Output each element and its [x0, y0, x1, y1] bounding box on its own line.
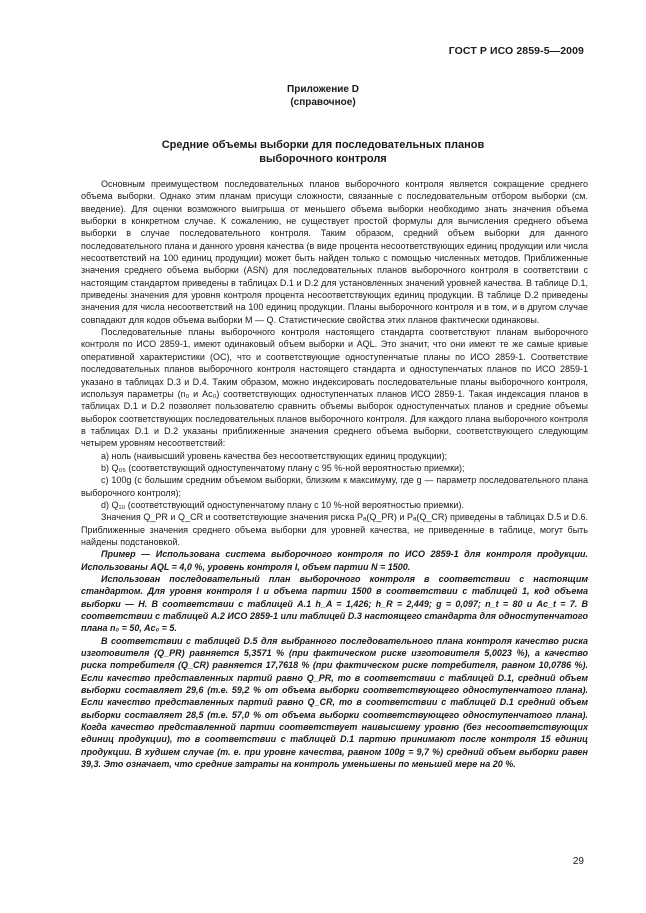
- example-paragraph-2: В соответствии с таблицей D.5 для выбранного последовательного плана контроля качество риска изготовителя (Q_PR) равняется 5,3571 % (при фактическом риске изготовителя 5,0023 %), а качество риска потребителя (Q_CR) равняется 17,7618 % (при фактическом риске потребителя, равном 10,0786 %). Если качество представленных партий равно Q_PR, то в соответствии с таблицей D.1, средний объем выборки составляет 29,6 (т.е. 59,2 % от объема выборки соответствующего одноступенчатого плана). Если качество представленных партий равно Q_CR, то в соответствии с таблицей D.1 средний объем выборки составляет 28,5 (т.е. 57,0 % от объема выборки соответствующего одноступенчатого плана). Когда качество представленной партии соответствует наивысшему уровню (без несоответствующих единиц продукции), то в соответствии с таблицей D.1 партию принимают после контроля 15 единиц продукции. В худшем случае (т. е. при уровне качества, равном 100g = 9,7 %) средний объем выборки равен 39,3. Это означает, что средние затраты на контроль уменьшены по меньшей мере на 20 %.: [81, 635, 588, 770]
- section-title-line-2: выборочного контроля: [259, 152, 387, 165]
- list-item-a: a) ноль (наивысший уровень качества без несоответствующих единиц продукции);: [101, 450, 448, 461]
- paragraph-intro: Основным преимуществом последовательных планов выборочного контроля является сокращение среднего объема выборки. Однако этим планам присущи сложности, связанные с последовательным отбором выборки (см. введение). Для оценки возможного выигрыша от меньшего объема выборки необходимо знать значения объема выборки в конкретном случае. К сожалению, не существует простой формулы для вычисления среднего объема выборки в случае последовательного контроля. Таким образом, средний объем выборки для данного последовательного плана и данного уровня качества (в виде процента несоответствующих единиц продукции или числа несоответствий на 100 единиц продукции) может быть найден только с помощью численных методов. Приближенные значения среднего объема выборки (ASN) для последовательных планов выборочного контроля в соответствии с настоящим стандартом приведены в таблицах D.1 и D.2 для установленных значений уровней качества. В таблице D.1, приведены значения для уровня контроля процента несоответствующих единиц продукции. В таблице D.2 приведены значения для числа несоответствий на 100 единиц продукции. Планы выборочного контроля и в том, и в другом случае совпадают для кодов объема выборки M — Q. Статистические свойства этих планов фактически одинаковы.: [81, 179, 588, 325]
- paragraph-correspondence: Последовательные планы выборочного контроля настоящего стандарта соответствуют планам выборочного контроля по ИСО 2859-1, имеют одинаковый объем выборки и AQL. Это значит, что они имеют те же самые кривые оперативной характеристики (ОС), что и соответствующие одноступенчатые планы по ИСО 2859-1. Соответствие последовательных планов выборочного контроля настоящего стандарта и одноступенчатых планов по ИСО 2859-1 указано в таблицах D.3 и D.4. Таким образом, можно индексировать последовательные планы выборочного контроля, используя параметры (n₀ и Ac₀) соответствующих одноступенчатых планов ИСО 2859-1. Такая индексация планов в таблицах D.1 и D.2 позволяет пользователю сравнить объемы выборок одноступенчатых планов и средние объемы выборок соответствующих последовательных планов выборочного контроля. Для каждого плана выборочного контроля в таблицах D.1 и D.2 указаны приближенные значения среднего объема выборки, соответствующего следующим четырем уровням несоответствий:: [81, 327, 588, 449]
- example-intro: Пример — Использована система выборочного контроля по ИСО 2859-1 для контроля продукции. Использованы AQL = 4,0 %, уровень контроля I, объем партии N = 1500.: [81, 549, 588, 572]
- page-number: 29: [572, 856, 584, 867]
- annex-label: Приложение D: [287, 84, 359, 95]
- list-item-d: d) Q₁₀ (соответствующий одноступенчатому плану с 10 %-ной вероятностью приемки).: [101, 499, 464, 510]
- annex-kind: (справочное): [290, 96, 356, 108]
- list-item-c: c) 100g (с большим средним объемом выборки, близким к максимуму, где g — параметр последовательного плана выборочного контроля);: [81, 475, 588, 498]
- body-text: [81, 178, 588, 771]
- section-title: [0, 139, 646, 166]
- standard-header: ГОСТ Р ИСО 2859-5—2009: [448, 45, 584, 57]
- section-title-line-1: Средние объемы выборки для последовательных планов: [161, 139, 485, 151]
- annex-heading: [0, 84, 646, 109]
- paragraph-risk-values: Значения Q_PR и Q_CR и соответствующие значения риска Pₐ(Q_PR) и Pₐ(Q_CR) приведены в таблицах D.5 и D.6. Приближенные значения среднего объема выборки для уровней качества, не приведенные в таблице, могут быть найдены подстановкой.: [81, 512, 588, 547]
- example-paragraph-1: Использован последовательный план выборочного контроля в соответствии с настоящим стандартом. Для уровня контроля I и объема партии 1500 в соответствии с таблицей 1, код объема выборки — H. В соответствии с таблицей А.1 h_A = 1,426; h_R = 2,449; g = 0,097; n_t = 80 и Ac_t = 7. В соответствии с таблицей А.2 ИСО 2859-1 или таблицей D.3 настоящего стандарта для одноступенчатого плана n₀ = 50, Ac₀ = 5.: [81, 574, 588, 634]
- list-item-b: b) Q₀₅ (соответствующий одноступенчатому плану с 95 %-ной вероятностью приемки);: [101, 462, 465, 473]
